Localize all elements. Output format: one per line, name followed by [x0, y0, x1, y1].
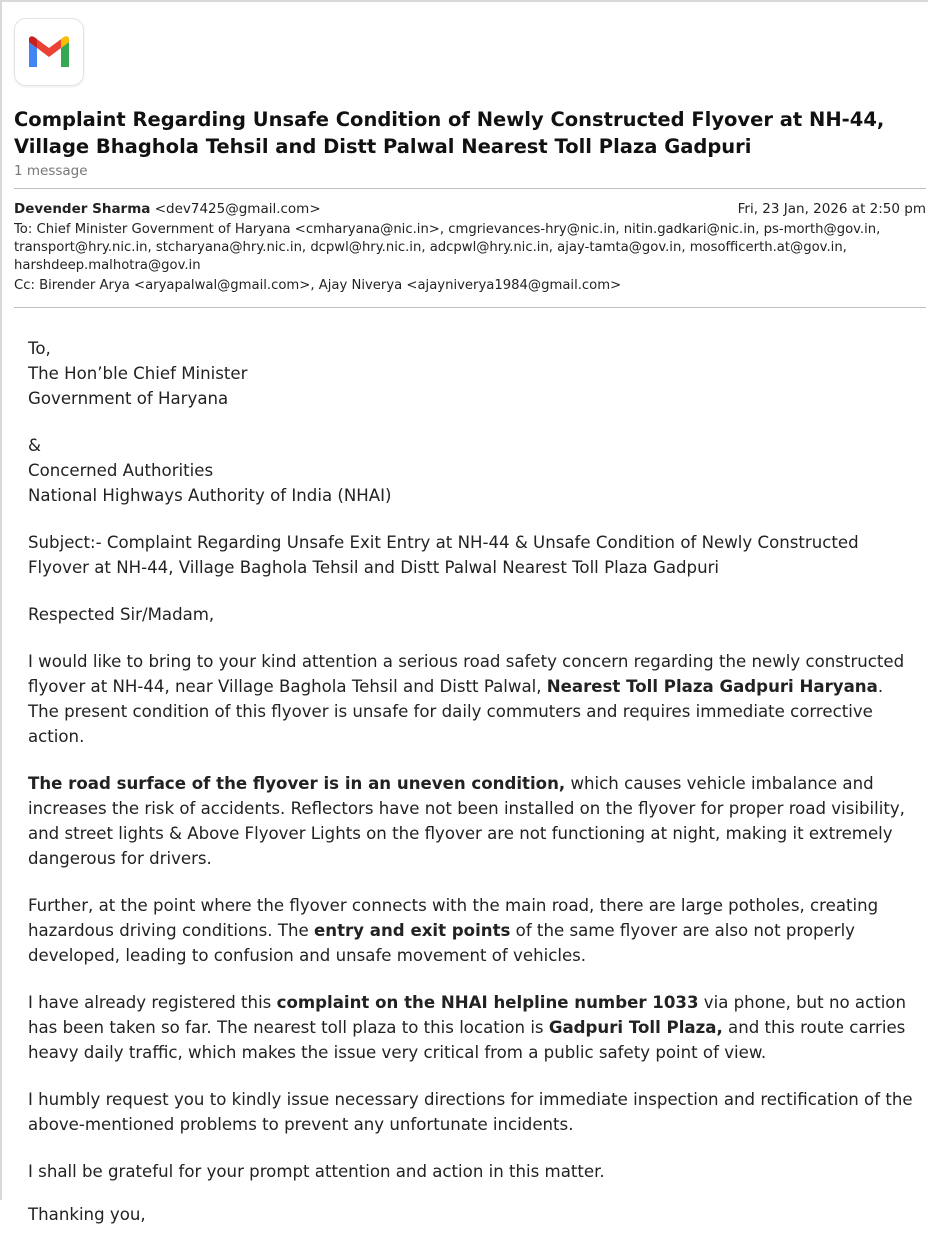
text-run: of the same flyover are also not properly developed, leading to confusion and unsafe movement of vehicles.: [28, 921, 856, 965]
paragraph-5: I humbly request you to kindly issue necessary directions for immediate inspection and rectification of the above-mentioned problems to prevent any unfortunate incidents.: [28, 1090, 913, 1134]
sender-row: [14, 200, 926, 218]
subject-paragraph: Subject:- Complaint Regarding Unsafe Exit Entry at NH-44 & Unsafe Condition of Newly Constructed Flyover at NH-44, Village Baghola Tehsil and Distt Palwal Nearest Toll Plaza Gadpuri: [28, 533, 859, 577]
bold-run: Nearest Toll Plaza Gadpuri Haryana: [546, 677, 878, 696]
bold-run: The road surface of the flyover is in an uneven condition,: [28, 774, 566, 793]
text-run: . The present condition of this flyover is unsafe for daily commuters and requires immediate corrective action.: [28, 677, 884, 746]
text-run: I would like to bring to your kind attention a serious road safety concern regarding the newly constructed flyover at NH-44, near Village Baghola Tehsil and Distt Palwal,: [28, 652, 905, 696]
address-line: Concerned Authorities: [28, 461, 214, 480]
text-run: I have already registered this: [28, 993, 277, 1012]
message-body: [28, 336, 918, 1249]
text-run: via phone, but no action has been taken so far. The nearest toll plaza to this location is: [28, 993, 906, 1037]
address-line: Government of Haryana: [28, 389, 229, 408]
message-count: 1 message: [14, 163, 88, 179]
to-recipients: To: Chief Minister Government of Haryana <cmharyana@nic.in>, cmgrievances-hry@nic.in, nitin.gadkari@nic.in, ps-morth@gov.in, transport@hry.nic.in, stcharyana@hry.nic.in, dcpwl@hry.nic.in, adcpwl@hry.nic.in, ajay-tamta@gov.in, mosofficerth.at@gov.in, harshdeep.malhotra@gov.in: [14, 222, 881, 273]
address-line: The Hon’ble Chief Minister: [28, 364, 248, 383]
paragraph-4: [28, 990, 918, 1065]
gmail-logo-icon: [26, 34, 72, 70]
body-divider: [14, 307, 926, 308]
address-line: National Highways Authority of India (NHAI): [28, 486, 392, 505]
paragraph-1: [28, 649, 918, 749]
header-divider: [14, 188, 926, 189]
paragraph-3: [28, 893, 918, 968]
text-run: and this route carries heavy daily traffic, which makes the issue very critical from a public safety point of view.: [28, 1018, 906, 1062]
cc-recipients: Cc: Birender Arya <aryapalwal@gmail.com>, Ajay Niverya <ajayniverya1984@gmail.com>: [14, 278, 622, 293]
recipients: [14, 221, 919, 297]
bold-run: entry and exit points: [314, 921, 511, 940]
sender-email: <dev7425@gmail.com>: [154, 201, 321, 217]
text-run: which causes vehicle imbalance and increases the risk of accidents. Reflectors have not been installed on the flyover for proper road visibility, and street lights & Above Flyover Lights on the flyover are not functioning at night, making it extremely dangerous for drivers.: [28, 774, 905, 868]
thread-subject: Complaint Regarding Unsafe Condition of Newly Constructed Flyover at NH-44, Village Bhaghola Tehsil and Distt Palwal Nearest Toll Plaza Gadpuri: [14, 108, 885, 158]
gmail-logo[interactable]: [14, 18, 84, 86]
paragraph-2: [28, 771, 918, 871]
sender-name: Devender Sharma: [14, 201, 151, 217]
address-block-1: [28, 336, 918, 411]
address-line: &: [28, 436, 41, 455]
salutation: Respected Sir/Madam,: [28, 605, 215, 624]
address-block-2: [28, 433, 918, 508]
closing: Thanking you,: [28, 1205, 146, 1224]
address-line: To,: [28, 339, 51, 358]
bold-run: complaint on the NHAI helpline number 1033: [276, 993, 699, 1012]
message-date: Fri, 23 Jan, 2026 at 2:50 pm: [737, 201, 926, 217]
paragraph-6: I shall be grateful for your prompt attention and action in this matter.: [28, 1162, 605, 1181]
text-run: Further, at the point where the flyover connects with the main road, there are large potholes, creating hazardous driving conditions. The: [28, 896, 879, 940]
bold-run: Gadpuri Toll Plaza,: [548, 1018, 723, 1037]
